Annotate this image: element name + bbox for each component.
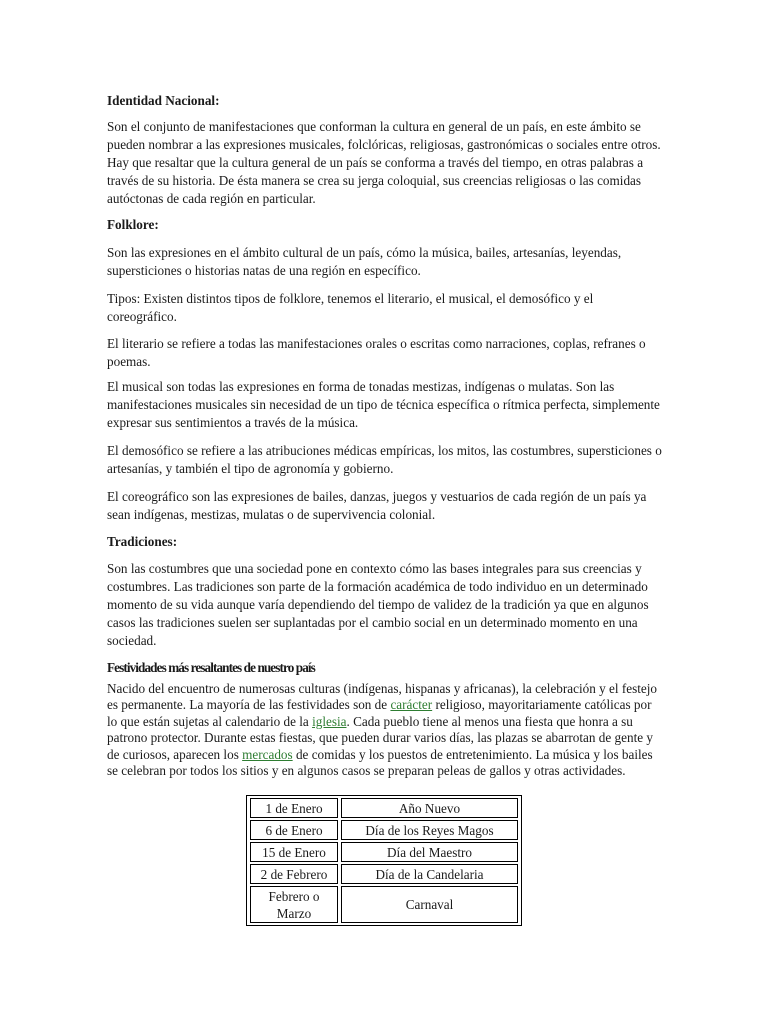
table-cell-event: Día de la Candelaria [341, 864, 518, 884]
paragraph-folklore-demosofico: El demosófico se refiere a las atribuciones médicas empíricas, los mitos, las costumbres, supersticiones o artesanías, y también el tipo de agronomía y gobierno. [107, 443, 662, 476]
table-cell-date: 1 de Enero [250, 798, 338, 818]
festividades-text-1: Nacido del encuentro de numerosas culturas (indígenas, hispanas y africanas), la celebración y el festejo es permanente. La mayoría de las festividades son de [107, 681, 657, 713]
heading-festividades: Festividades más resaltantes de nuestro país [107, 660, 315, 675]
table-cell-event: Año Nuevo [341, 798, 518, 818]
table-cell-event: Día del Maestro [341, 842, 518, 862]
heading-folklore: Folklore: [107, 217, 159, 232]
table-row [250, 864, 518, 884]
festividades-text-2: religioso, mayoritariamente católicas por lo que están sujetas al calendario de la [107, 697, 652, 729]
paragraph-folklore-coreografico: El coreográfico son las expresiones de bailes, danzas, juegos y vestuarios de cada región de un país ya sean indígenas, mestizas, mulatas o de supervivencia colonial. [107, 489, 647, 522]
festividades-table [246, 795, 522, 926]
heading-identidad-nacional: Identidad Nacional: [107, 93, 220, 108]
table-cell-event: Día de los Reyes Magos [341, 820, 518, 840]
paragraph-identidad: Son el conjunto de manifestaciones que conforman la cultura en general de un país, en este ámbito se pueden nombrar a las expresiones musicales, folclóricas, religiosas, gastronómicas o sociales entre otros. Hay que resaltar que la cultura general de un país se conforma a través del tiempo, en otras palabras a través de su historia. De ésta manera se crea su jerga coloquial, sus creencias religiosas o las comidas autóctonas de cada región en particular. [107, 119, 661, 206]
table-row [250, 886, 518, 923]
table-cell-date: Febrero o Marzo [250, 886, 338, 923]
table-row [250, 820, 518, 840]
paragraph-festividades [107, 681, 663, 779]
paragraph-tradiciones: Son las costumbres que una sociedad pone en contexto cómo las bases integrales para sus creencias y costumbres. Las tradiciones son parte de la formación académica de todo individuo en un determinado momento de su vida aunque varía dependiendo del tiempo de validez de la tradición ya que en algunos casos las tradiciones suelen ser suplantadas por el cambio social en un determinado momento en una sociedad. [107, 561, 649, 648]
paragraph-folklore-literario: El literario se refiere a todas las manifestaciones orales o escritas como narraciones, coplas, refranes o poemas. [107, 336, 646, 369]
link-mercados[interactable]: mercados [242, 746, 293, 762]
paragraph-folklore-musical: El musical son todas las expresiones en forma de tonadas mestizas, indígenas o mulatas. Son las manifestaciones musicales sin necesidad de un tipo de técnica específica o rítmica perfecta, simplemente expresar sus sentimientos a través de la música. [107, 379, 660, 430]
table-row [250, 798, 518, 818]
table-cell-date: 6 de Enero [250, 820, 338, 840]
table-cell-date: 15 de Enero [250, 842, 338, 862]
table-row [250, 842, 518, 862]
festividades-text-3: . Cada pueblo tiene al menos una fiesta que honra a su patrono protector. Durante estas fiestas, que pueden durar varios días, las plazas se abarrotan de gente y de curiosos, aparecen los [107, 713, 653, 762]
table-cell-event: Carnaval [341, 886, 518, 923]
link-caracter[interactable]: carácter [390, 697, 433, 713]
table-cell-date: 2 de Febrero [250, 864, 338, 884]
link-iglesia[interactable]: iglesia [312, 713, 347, 729]
paragraph-folklore-1: Son las expresiones en el ámbito cultural de un país, cómo la música, bailes, artesanías, leyendas, supersticiones o historias natas de una región en específico. [107, 245, 622, 278]
heading-tradiciones: Tradiciones: [107, 534, 178, 549]
paragraph-folklore-tipos: Tipos: Existen distintos tipos de folklore, tenemos el literario, el musical, el demosófico y el coreográfico. [107, 291, 594, 324]
festividades-text-4: de comidas y los puestos de entretenimiento. La música y los bailes se celebran por todos los sitios y en algunos casos se preparan peleas de gallos y otras actividades. [107, 746, 653, 779]
